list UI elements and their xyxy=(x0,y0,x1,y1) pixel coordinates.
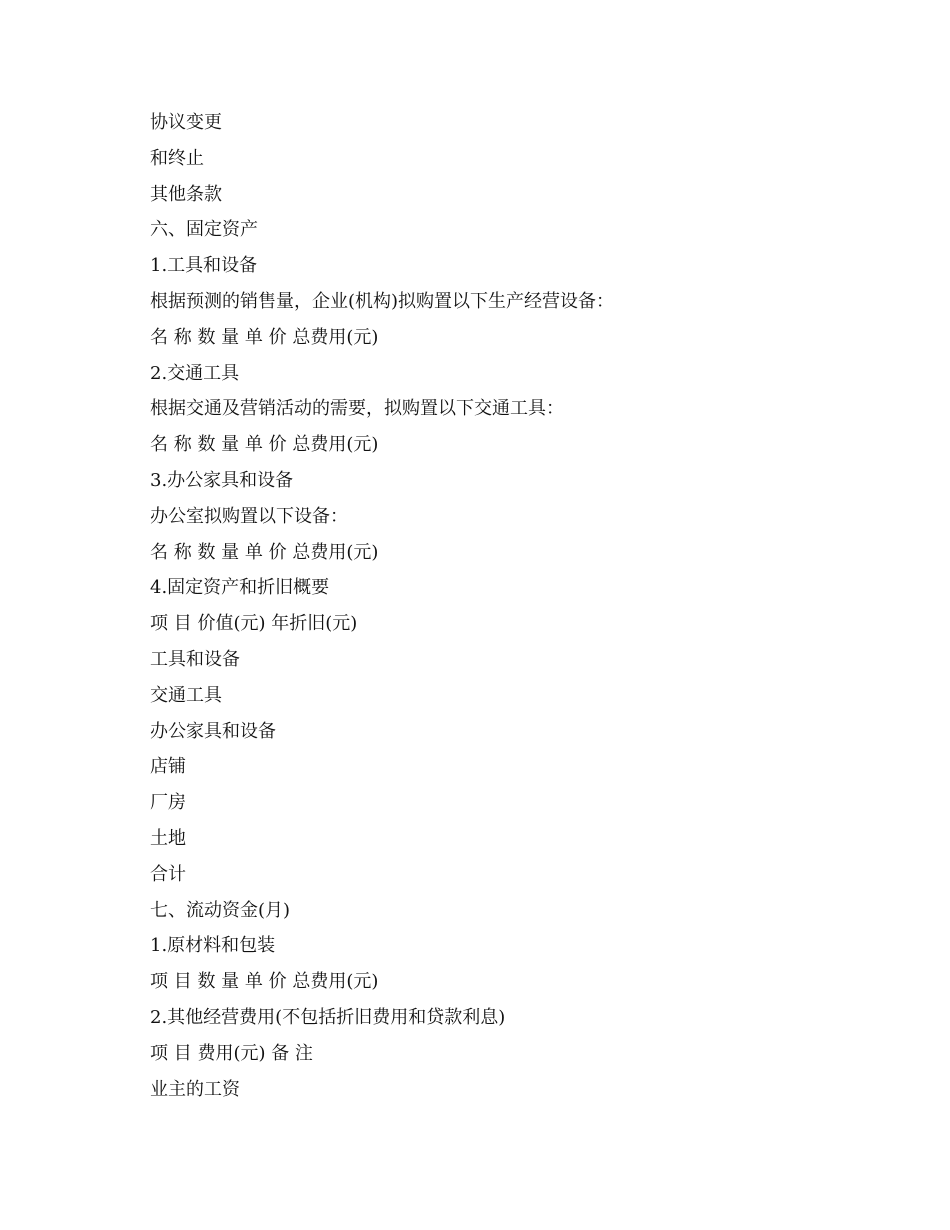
table-header-line: 名 称 数 量 单 价 总费用(元) xyxy=(150,541,379,563)
text-line: 办公室拟购置以下设备： xyxy=(150,505,348,527)
text-line: 根据交通及营销活动的需要，拟购置以下交通工具： xyxy=(150,398,564,420)
text-line: 根据预测的销售量，企业(机构)拟购置以下生产经营设备： xyxy=(150,290,615,312)
subsection-heading: 1.工具和设备 xyxy=(150,255,258,277)
text-line: 其他条款 xyxy=(150,183,222,205)
table-row-label: 工具和设备 xyxy=(150,648,240,670)
table-row-label: 业主的工资 xyxy=(150,1078,240,1100)
subsection-heading: 2.其他经营费用(不包括折旧费用和贷款利息) xyxy=(150,1006,506,1028)
table-row-label: 交通工具 xyxy=(150,684,222,706)
document-body xyxy=(150,105,850,1107)
subsection-heading: 4.固定资产和折旧概要 xyxy=(150,577,330,599)
section-heading: 六、固定资产 xyxy=(150,219,258,241)
table-header-line: 项 目 数 量 单 价 总费用(元) xyxy=(150,971,379,993)
table-header-line: 名 称 数 量 单 价 总费用(元) xyxy=(150,434,379,456)
table-row-label: 合计 xyxy=(150,863,186,885)
section-heading: 七、流动资金(月) xyxy=(150,899,291,921)
subsection-heading: 2.交通工具 xyxy=(150,362,240,384)
table-row-label: 办公家具和设备 xyxy=(150,720,276,742)
table-row-label: 店铺 xyxy=(150,756,186,778)
text-line: 协议变更 xyxy=(150,112,222,133)
subsection-heading: 1.原材料和包装 xyxy=(150,935,276,957)
subsection-heading: 3.办公家具和设备 xyxy=(150,469,294,491)
table-row-label: 厂房 xyxy=(150,792,186,814)
table-header-line: 项 目 价值(元) 年折旧(元) xyxy=(150,613,358,635)
text-line: 和终止 xyxy=(150,147,204,169)
table-header-line: 项 目 费用(元) 备 注 xyxy=(150,1042,313,1064)
table-header-line: 名 称 数 量 单 价 总费用(元) xyxy=(150,326,379,348)
table-row-label: 土地 xyxy=(150,827,186,849)
